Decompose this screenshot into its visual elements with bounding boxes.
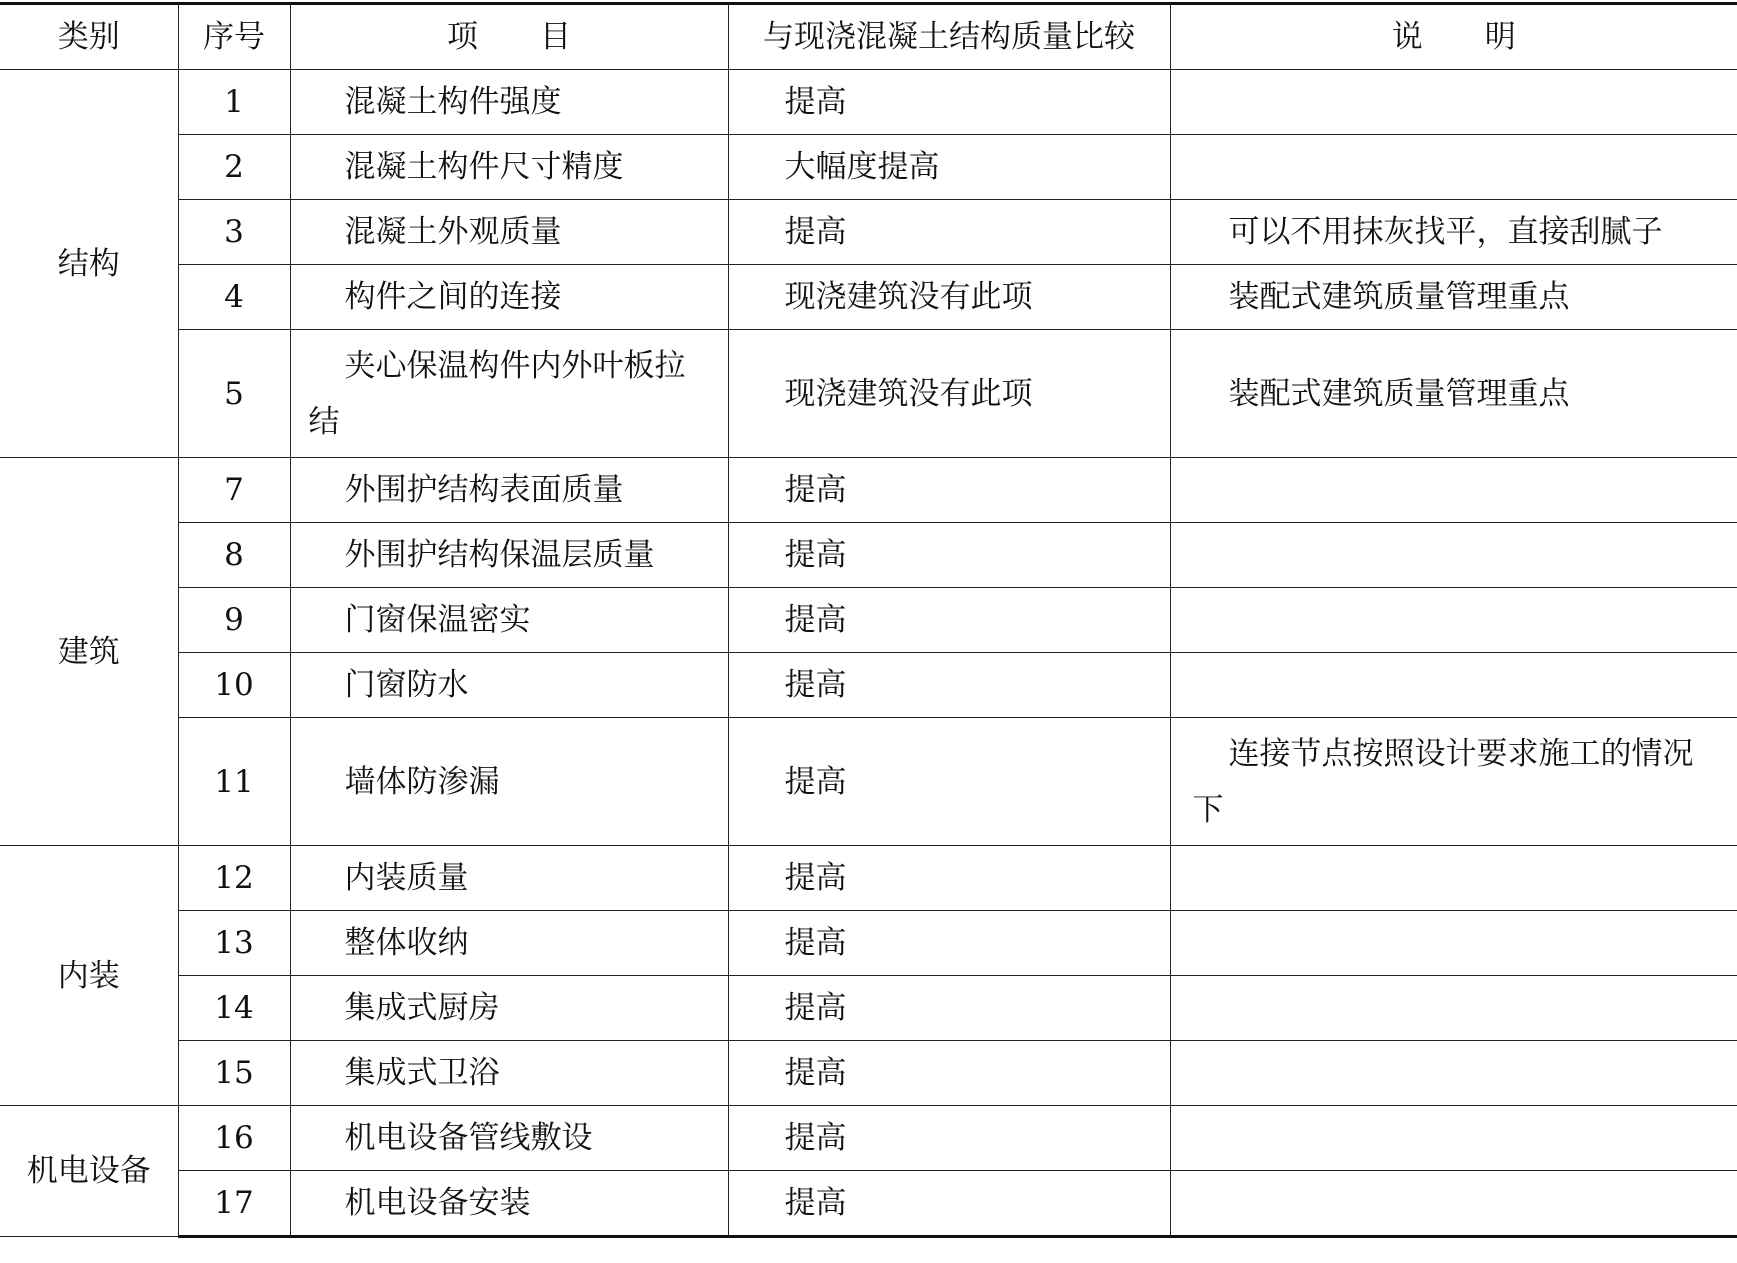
category-cell-mep: 机电设备: [0, 1106, 178, 1237]
row-compare: 提高: [728, 653, 1170, 718]
row-compare: 提高: [728, 976, 1170, 1041]
row-compare: 提高: [728, 200, 1170, 265]
row-compare: 提高: [728, 911, 1170, 976]
header-note: 说 明: [1170, 4, 1737, 70]
row-item: 夹心保温构件内外叶板拉结: [290, 330, 728, 458]
table-row: [0, 330, 1737, 458]
row-item: 混凝土构件强度: [290, 70, 728, 135]
table-row: [0, 976, 1737, 1041]
row-note: [1170, 588, 1737, 653]
row-note: [1170, 911, 1737, 976]
row-compare: 提高: [728, 588, 1170, 653]
row-note: [1170, 458, 1737, 523]
row-note: [1170, 1171, 1737, 1237]
table-row: [0, 135, 1737, 200]
row-item: 门窗防水: [290, 653, 728, 718]
table-row: [0, 1106, 1737, 1171]
row-number: 1: [178, 70, 290, 135]
row-note: 装配式建筑质量管理重点: [1170, 330, 1737, 458]
row-note: [1170, 135, 1737, 200]
row-compare: 提高: [728, 458, 1170, 523]
row-number: 14: [178, 976, 290, 1041]
table-row: [0, 588, 1737, 653]
table-row: [0, 1041, 1737, 1106]
header-category: 类别: [0, 4, 178, 70]
table-row: [0, 718, 1737, 846]
table-row: [0, 265, 1737, 330]
header-compare: 与现浇混凝土结构质量比较: [728, 4, 1170, 70]
header-number: 序号: [178, 4, 290, 70]
row-number: 12: [178, 846, 290, 911]
row-item: 墙体防渗漏: [290, 718, 728, 846]
row-note: [1170, 653, 1737, 718]
row-note: [1170, 846, 1737, 911]
row-number: 13: [178, 911, 290, 976]
row-compare: 提高: [728, 523, 1170, 588]
row-compare: 提高: [728, 846, 1170, 911]
row-note: 连接节点按照设计要求施工的情况下: [1170, 718, 1737, 846]
row-compare: 大幅度提高: [728, 135, 1170, 200]
row-note: [1170, 1041, 1737, 1106]
row-number: 15: [178, 1041, 290, 1106]
table-row: [0, 846, 1737, 911]
table-row: [0, 523, 1737, 588]
row-item: 机电设备安装: [290, 1171, 728, 1237]
table-header-row: [0, 4, 1737, 70]
row-number: 2: [178, 135, 290, 200]
table-row: [0, 911, 1737, 976]
row-note: 装配式建筑质量管理重点: [1170, 265, 1737, 330]
row-number: 9: [178, 588, 290, 653]
category-cell-building: 建筑: [0, 458, 178, 846]
row-compare: 提高: [728, 718, 1170, 846]
row-compare: 现浇建筑没有此项: [728, 330, 1170, 458]
row-note: [1170, 976, 1737, 1041]
row-compare: 提高: [728, 1041, 1170, 1106]
row-item: 外围护结构保温层质量: [290, 523, 728, 588]
row-number: 4: [178, 265, 290, 330]
row-number: 11: [178, 718, 290, 846]
table-row: [0, 458, 1737, 523]
row-number: 3: [178, 200, 290, 265]
row-item: 机电设备管线敷设: [290, 1106, 728, 1171]
table-row: [0, 653, 1737, 718]
row-compare: 现浇建筑没有此项: [728, 265, 1170, 330]
category-cell-interior: 内装: [0, 846, 178, 1106]
row-item: 集成式厨房: [290, 976, 728, 1041]
row-item: 集成式卫浴: [290, 1041, 728, 1106]
row-number: 5: [178, 330, 290, 458]
row-item: 混凝土构件尺寸精度: [290, 135, 728, 200]
category-cell-structure: 结构: [0, 70, 178, 458]
row-compare: 提高: [728, 1106, 1170, 1171]
row-item: 构件之间的连接: [290, 265, 728, 330]
row-note: 可以不用抹灰找平，直接刮腻子: [1170, 200, 1737, 265]
row-note: [1170, 70, 1737, 135]
row-number: 17: [178, 1171, 290, 1237]
table-row: [0, 200, 1737, 265]
row-compare: 提高: [728, 1171, 1170, 1237]
table-row: [0, 70, 1737, 135]
row-number: 10: [178, 653, 290, 718]
row-item: 混凝土外观质量: [290, 200, 728, 265]
row-item: 内装质量: [290, 846, 728, 911]
row-number: 16: [178, 1106, 290, 1171]
row-number: 7: [178, 458, 290, 523]
row-item: 外围护结构表面质量: [290, 458, 728, 523]
row-item: 整体收纳: [290, 911, 728, 976]
row-note: [1170, 1106, 1737, 1171]
table-row: [0, 1171, 1737, 1237]
header-item: 项 目: [290, 4, 728, 70]
quality-comparison-table: [0, 2, 1737, 1238]
row-item: 门窗保温密实: [290, 588, 728, 653]
row-number: 8: [178, 523, 290, 588]
row-compare: 提高: [728, 70, 1170, 135]
row-note: [1170, 523, 1737, 588]
